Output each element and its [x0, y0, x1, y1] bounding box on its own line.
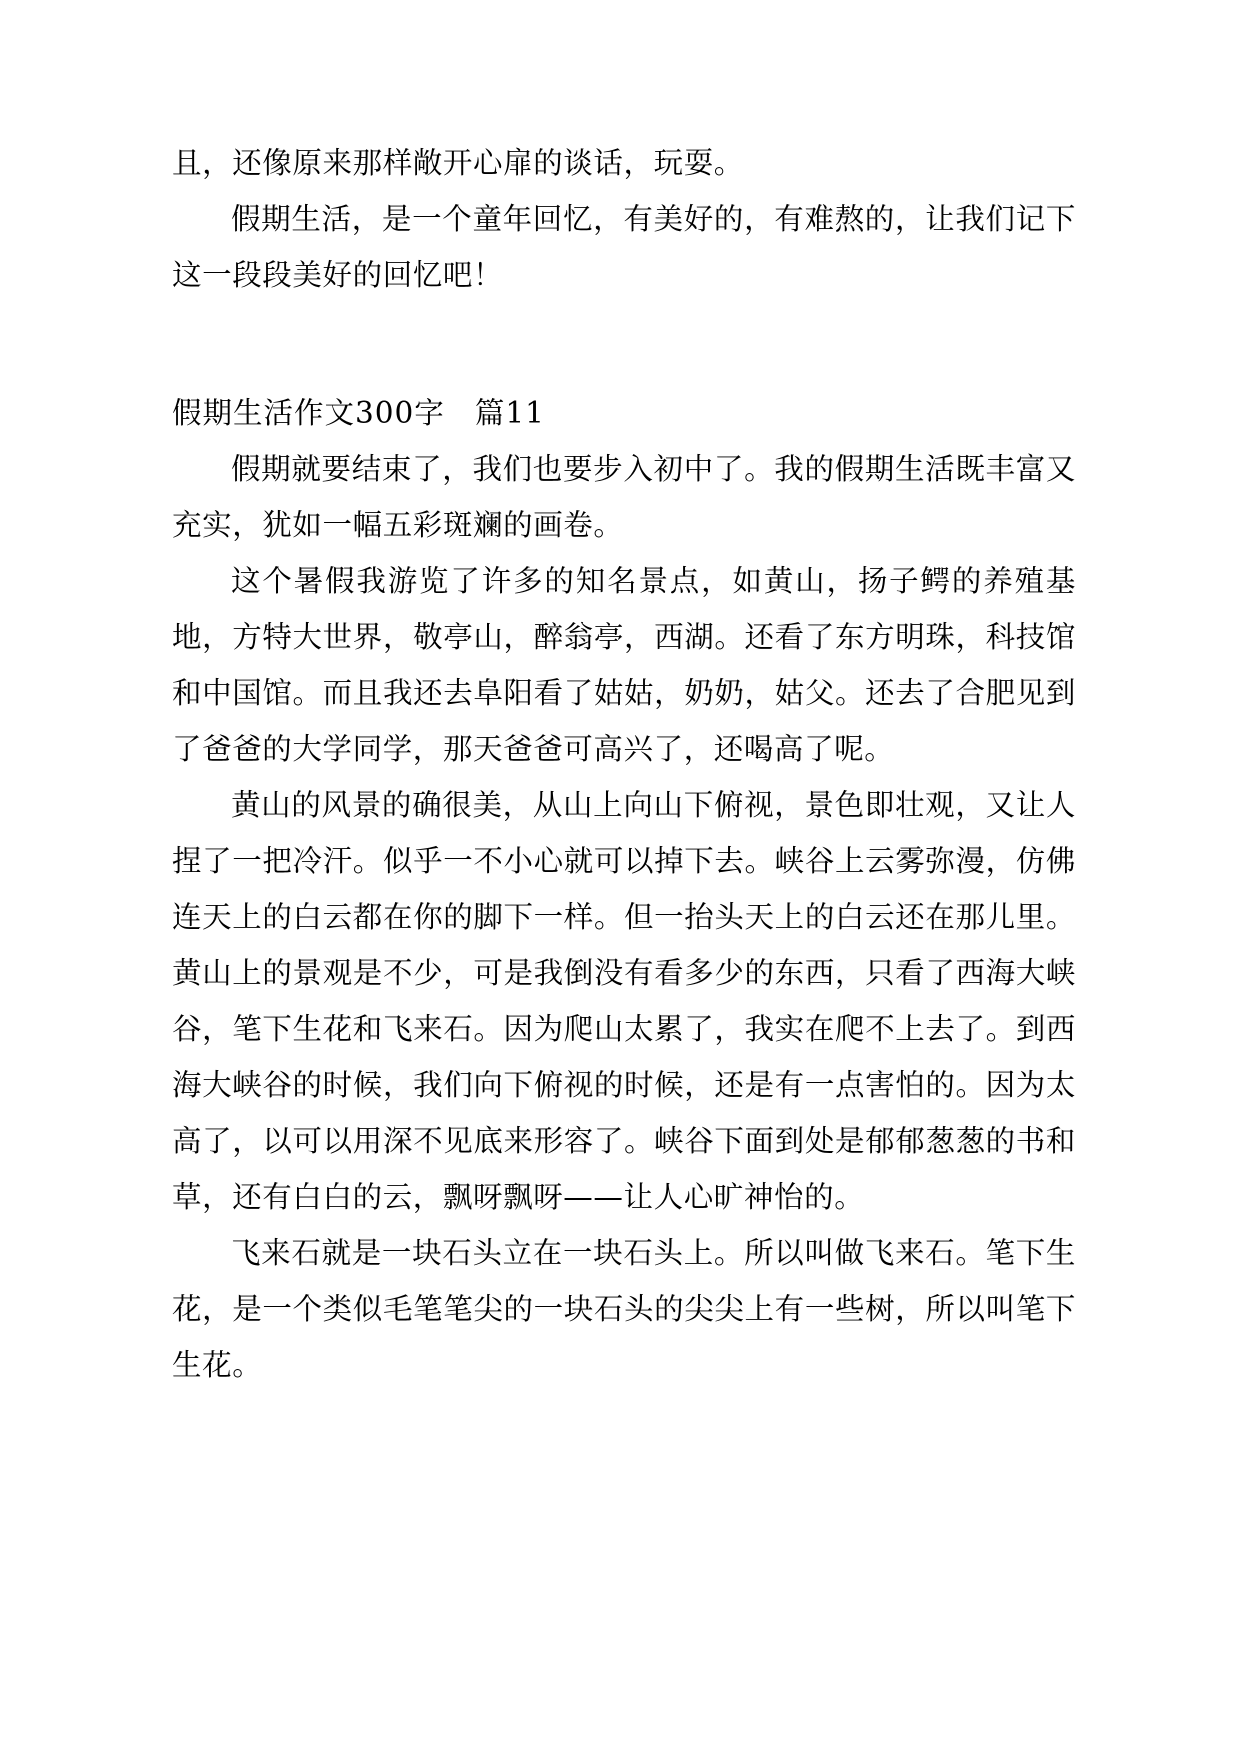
paragraph-feilaishi: 飞来石就是一块石头立在一块石头上。所以叫做飞来石。笔下生花，是一个类似毛笔笔尖的一块石头的尖尖上有一些树，所以叫笔下生花。 [172, 1236, 1076, 1382]
document-body [172, 135, 1076, 1393]
essay-heading-section: 篇11 [474, 396, 545, 430]
essay-heading-title: 假期生活作文300字 [172, 396, 445, 430]
paragraph-travel: 这个暑假我游览了许多的知名景点，如黄山，扬子鳄的养殖基地，方特大世界，敬亭山，醉翁亭，西湖。还看了东方明珠，科技馆和中国馆。而且我还去阜阳看了姑姑，奶奶，姑父。还去了合肥见到了爸爸的大学同学，那天爸爸可高兴了，还喝高了呢。 [172, 564, 1076, 766]
paragraph-continuation-line: 且，还像原来那样敞开心扉的谈话，玩耍。 [172, 146, 744, 180]
paragraph-intro: 假期就要结束了，我们也要步入初中了。我的假期生活既丰富又充实，犹如一幅五彩斑斓的画卷。 [172, 452, 1076, 542]
paragraph-huangshan: 黄山的风景的确很美，从山上向山下俯视，景色即壮观，又让人捏了一把冷汗。似乎一不小心就可以掉下去。峡谷上云雾弥漫，仿佛连天上的白云都在你的脚下一样。但一抬头天上的白云还在那儿里。黄山上的景观是不少，可是我倒没有看多少的东西，只看了西海大峡谷，笔下生花和飞来石。因为爬山太累了，我实在爬不上去了。到西海大峡谷的时候，我们向下俯视的时候，还是有一点害怕的。因为太高了，以可以用深不见底来形容了。峡谷下面到处是郁郁葱葱的书和草，还有白白的云，飘呀飘呀——让人心旷神怡的。 [172, 788, 1076, 1214]
essay-heading [172, 385, 1076, 441]
paragraph-holiday-memory: 假期生活，是一个童年回忆，有美好的，有难熬的，让我们记下这一段段美好的回忆吧！ [172, 202, 1076, 292]
